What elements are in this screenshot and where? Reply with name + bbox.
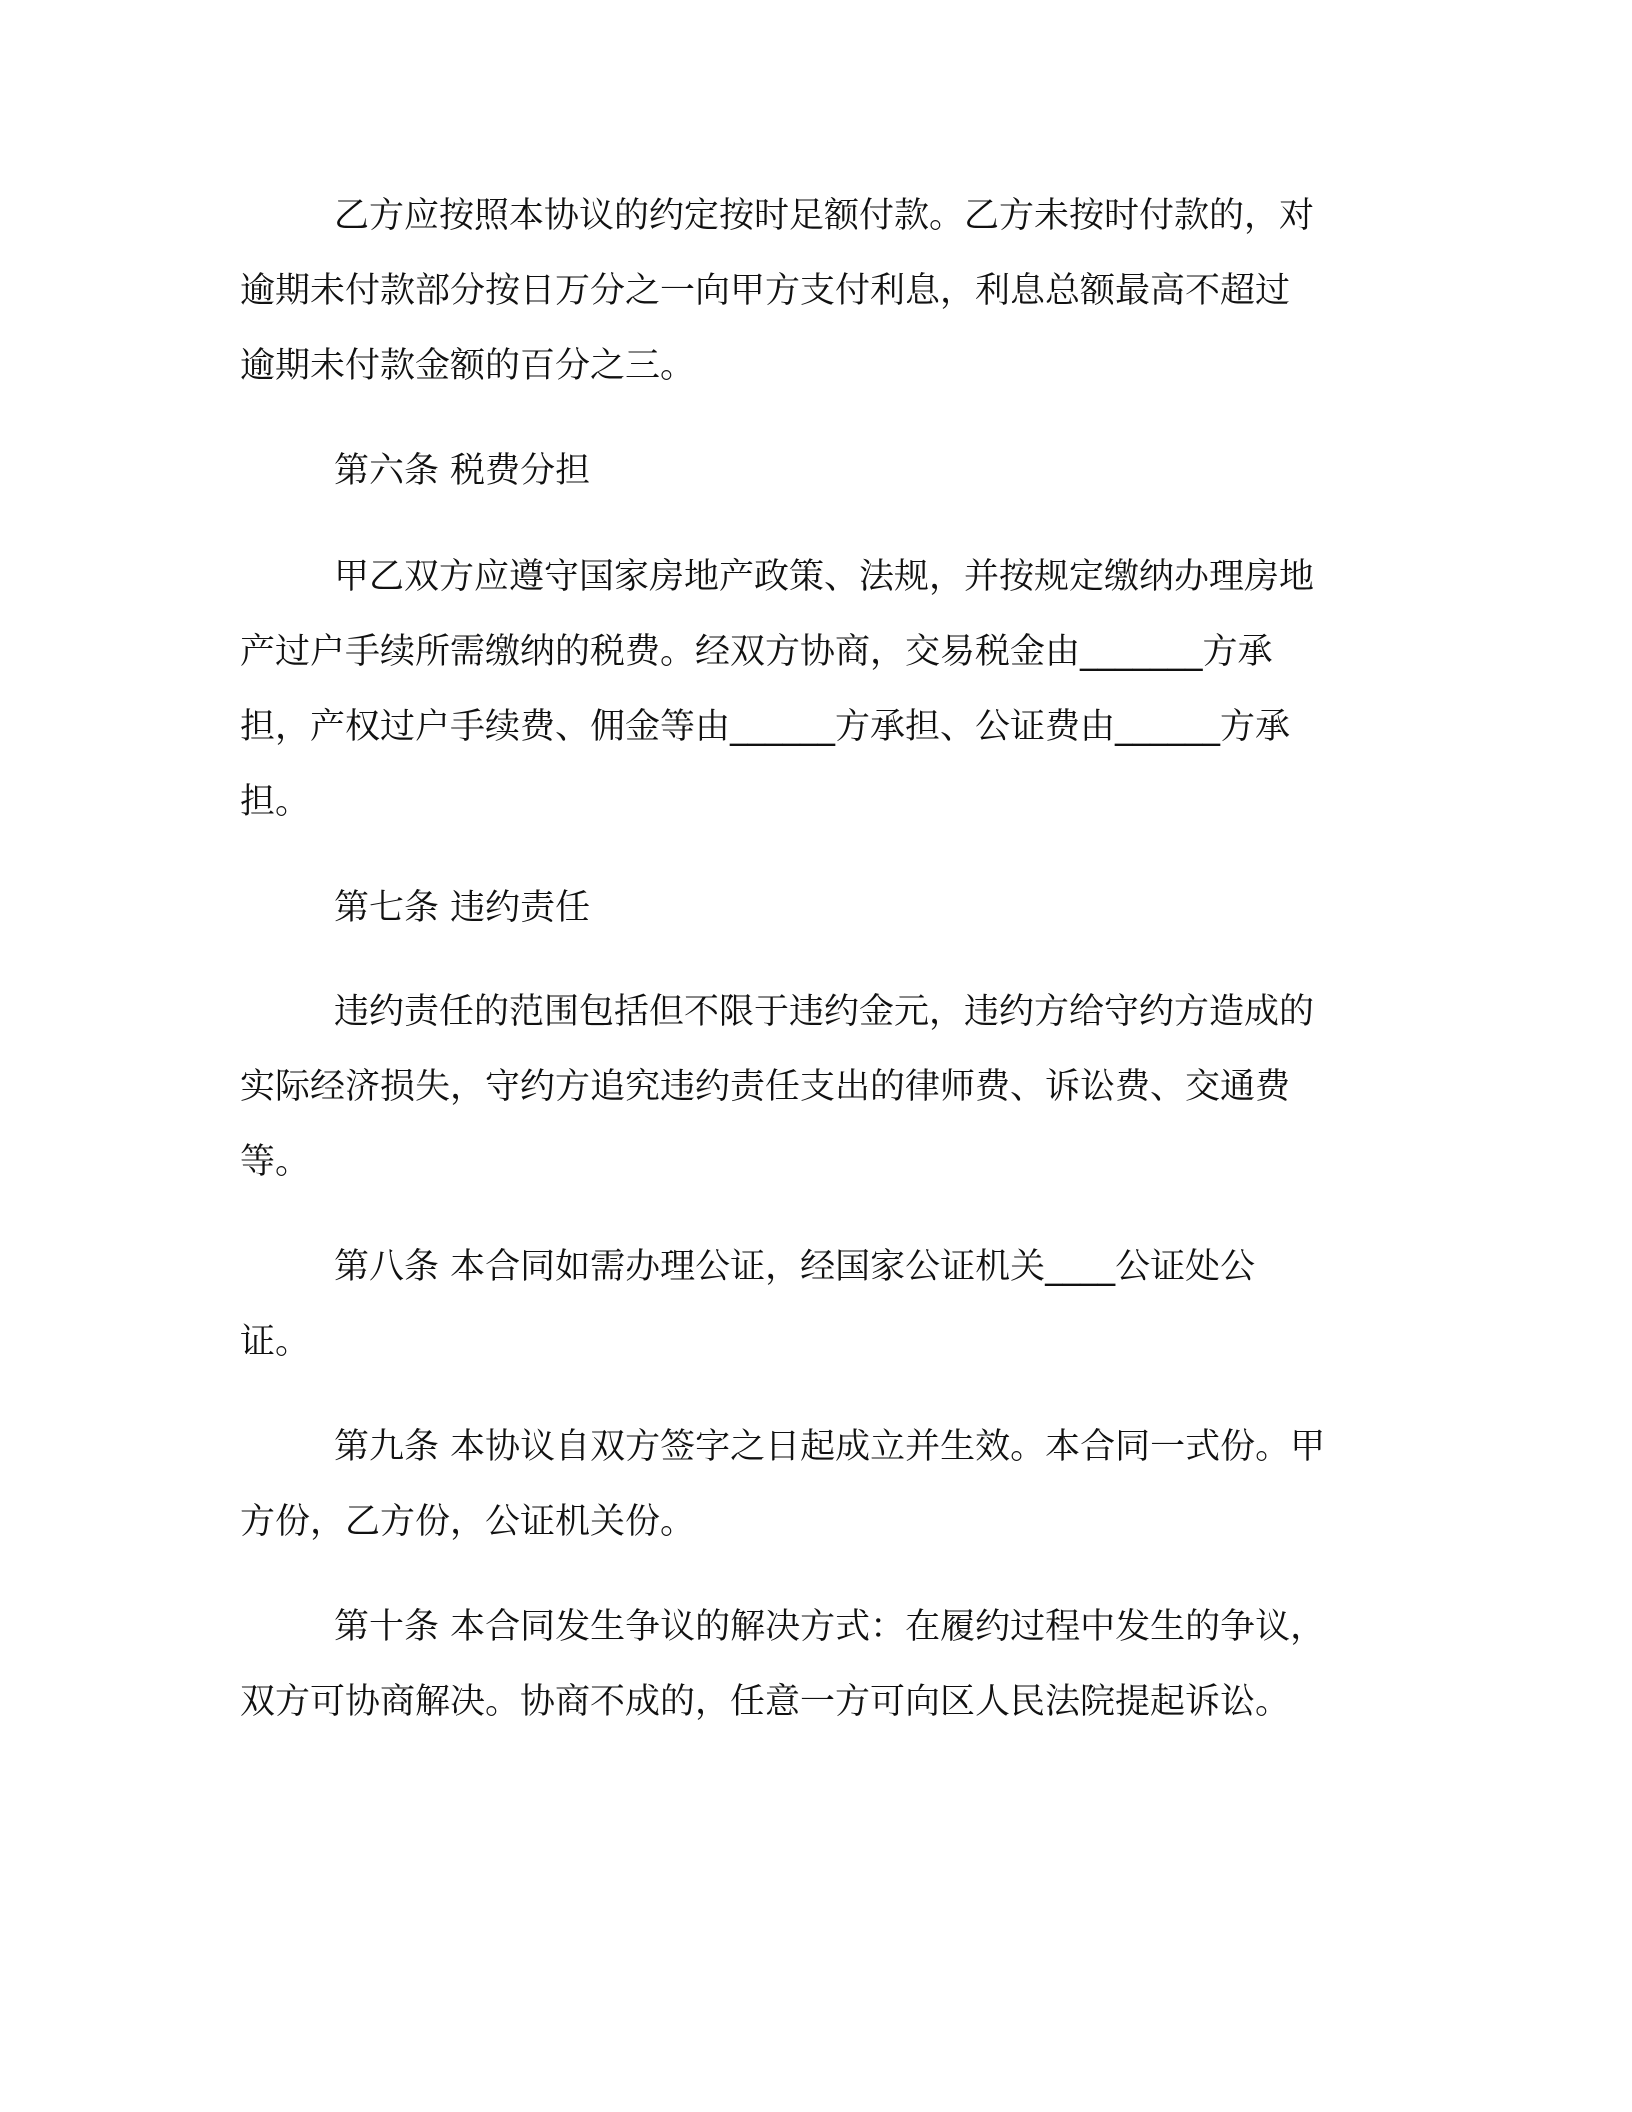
paragraph-1-line-1: 乙方应按照本协议的约定按时足额付款。乙方未按时付款的，对 [334,196,1315,236]
article-7-line-2: 实际经济损失，守约方追究违约责任支出的律师费、诉讼费、交通费 [240,1067,1291,1107]
article-6-line-4: 担。 [240,782,311,822]
paragraph-1-line-3: 逾期未付款金额的百分之三。 [240,346,696,386]
article-10-line-2: 双方可协商解决。协商不成的，任意一方可向区人民法院提起诉讼。 [240,1682,1291,1722]
article-10-line-1: 第十条 本合同发生争议的解决方式：在履约过程中发生的争议， [334,1607,1326,1647]
article-6-heading: 第六条 税费分担 [334,451,591,491]
article-9-line-1: 第九条 本协议自双方签字之日起成立并生效。本合同一式份。甲 [334,1427,1326,1467]
article-7-line-1: 违约责任的范围包括但不限于违约金元，违约方给守约方造成的 [334,992,1315,1032]
article-8-line-1: 第八条 本合同如需办理公证，经国家公证机关____公证处公 [334,1247,1256,1287]
article-6-line-3: 担，产权过户手续费、佣金等由______方承担、公证费由______方承 [240,707,1291,747]
article-6-line-2: 产过户手续所需缴纳的税费。经双方协商，交易税金由_______方承 [240,632,1273,672]
article-9-line-2: 方份，乙方份，公证机关份。 [240,1502,696,1542]
article-7-heading: 第七条 违约责任 [334,888,591,928]
paragraph-1-line-2: 逾期未付款部分按日万分之一向甲方支付利息，利息总额最高不超过 [240,271,1291,311]
article-8-line-2: 证。 [240,1322,311,1362]
article-7-line-3: 等。 [240,1142,311,1182]
article-6-line-1: 甲乙双方应遵守国家房地产政策、法规，并按规定缴纳办理房地 [334,557,1315,597]
